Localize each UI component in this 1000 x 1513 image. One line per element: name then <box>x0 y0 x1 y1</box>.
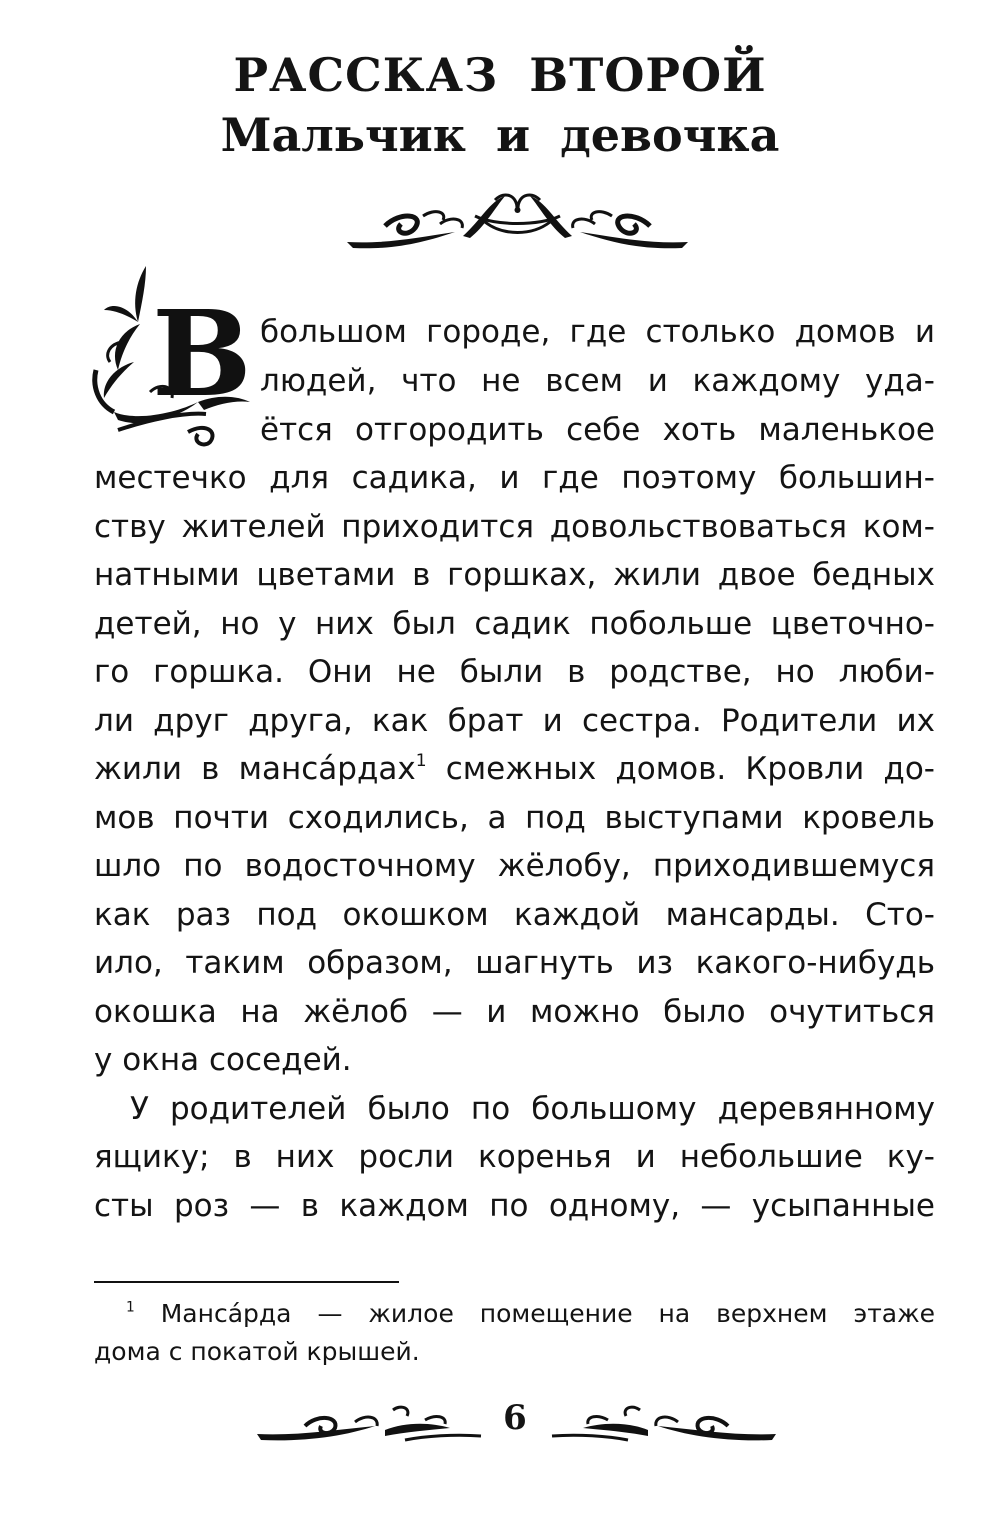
body-line: натными цветами в горшках, жили двое бедных <box>94 557 935 593</box>
drop-cap-letter: В <box>152 284 252 423</box>
body-line: У родителей было по большому деревянному <box>130 1091 935 1127</box>
body-line <box>94 750 935 788</box>
scroll-ornament-icon <box>345 186 690 258</box>
footnote-reference: 1 <box>415 751 427 772</box>
body-line: детей, но у них был садик побольше цветочно- <box>94 606 935 642</box>
chapter-subtitle: Мальчик и девочка <box>220 108 780 162</box>
body-line: ящику; в них росли коренья и небольшие ку- <box>94 1139 935 1175</box>
body-line: мов почти сходились, а под выступами кровель <box>94 800 935 836</box>
chapter-title: РАССКАЗ ВТОРОЙ <box>233 48 767 102</box>
footer-scroll-right-icon <box>548 1400 778 1448</box>
body-line: как раз под окошком каждой мансарды. Сто- <box>94 897 935 933</box>
footnote-divider <box>94 1281 399 1283</box>
footnote-line <box>126 1298 935 1330</box>
footnote-text: Манса́рда — жилое помещение на верхнем этаже <box>134 1299 935 1328</box>
body-line: у окна соседей. <box>94 1042 352 1078</box>
footnote-line: дома с покатой крышей. <box>94 1337 420 1366</box>
body-line-part: смежных домов. Кровли до- <box>426 751 935 787</box>
body-line: го горшка. Они не были в родстве, но люби- <box>94 654 935 690</box>
body-line: ству жителей приходится довольствоваться ком- <box>94 509 935 545</box>
body-line: ётся отгородить себе хоть маленькое <box>260 412 935 448</box>
body-line-part: жили в манса́рдах <box>94 751 416 787</box>
body-line: большом городе, где столько домов и <box>260 314 935 350</box>
body-line: людей, что не всем и каждому уда- <box>260 363 935 399</box>
body-line: ило, таким образом, шагнуть из какого-нибудь <box>94 945 935 981</box>
footnote-marker: 1 <box>126 1299 135 1316</box>
page-number: 6 <box>503 1398 527 1438</box>
body-line: ли друг друга, как брат и сестра. Родители их <box>94 703 935 739</box>
body-line: сты роз — в каждом по одному, — усыпанные <box>94 1188 935 1224</box>
footer-scroll-left-icon <box>255 1400 485 1448</box>
body-line: окошка на жёлоб — и можно было очутиться <box>94 994 935 1030</box>
body-line: местечко для садика, и где поэтому большин- <box>94 460 935 496</box>
body-line: шло по водосточному жёлобу, приходившемуся <box>94 848 935 884</box>
